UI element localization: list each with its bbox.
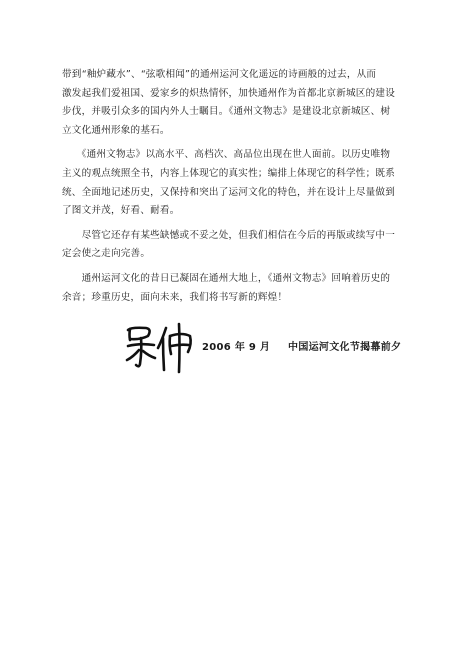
text-line: 定会使之走向完善。 [62, 248, 151, 260]
text-line: 《通州文物志》以高水平、高档次、高品位出现在世人面前。以历史唯物 [62, 149, 391, 161]
paragraph-1 [62, 66, 395, 140]
text-line: 了图文并茂，好看、耐看。 [62, 205, 180, 217]
text-line: 尽管它还存有某些缺憾或不妥之处，但我们相信在今后的再版或续写中一 [62, 229, 395, 241]
text-line: 余音；珍重历史，面向未来，我们将书写新的辉煌！ [62, 291, 288, 303]
handwritten-signature [122, 320, 198, 376]
paragraph-3 [62, 227, 395, 264]
text-line: 步伐，并吸引众多的国内外人士瞩目。《通州文物志》是建设北京新城区、树 [62, 106, 391, 118]
text-line: 主义的观点统照全书，内容上体现它的真实性；编排上体现它的科学性；既系 [62, 167, 395, 179]
signature-block [122, 320, 412, 376]
text-line: 通州运河文化的昔日已凝固在通州大地上，《通州文物志》回响着历史的 [62, 272, 391, 284]
text-line: 带到“釉炉藏水”、“弦歌相闻”的通州运河文化遥远的诗画般的过去，从而 [62, 69, 377, 80]
text-line: 统、全面地记述历史，又保持和突出了运河文化的特色，并在设计上尽量做到 [62, 186, 395, 198]
body-text [62, 66, 395, 313]
signature-date: 2006 年 9 月 [202, 342, 271, 353]
paragraph-4 [62, 270, 392, 307]
signature-drawing [122, 320, 198, 376]
text-line: 立文化通州形象的基石。 [62, 124, 170, 136]
paragraph-2 [62, 146, 395, 220]
signature-date-line [202, 338, 401, 353]
text-line: 激发起我们爱祖国、爱家乡的炽热情怀，加快通州作为首都北京新城区的建设 [62, 87, 395, 99]
signature-occasion: 中国运河文化节揭幕前夕 [288, 342, 402, 353]
